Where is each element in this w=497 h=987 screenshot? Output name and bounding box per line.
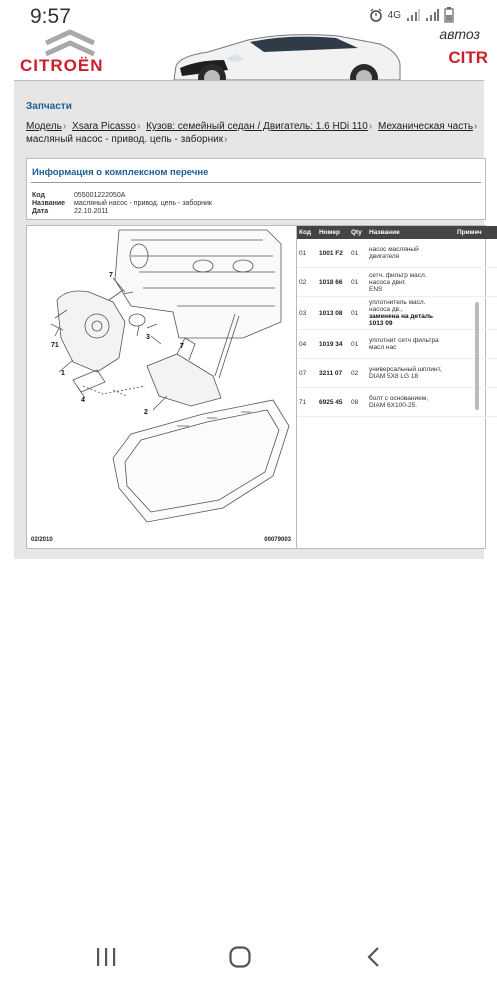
table-row[interactable] <box>297 330 497 359</box>
part-code: 71 <box>297 388 317 417</box>
part-name <box>367 239 455 268</box>
part-number[interactable]: 1001 F2 <box>317 239 349 268</box>
part-name-line: болт с основанием, <box>369 395 429 402</box>
part-qty: 01 <box>349 268 367 297</box>
callout-7: 7 <box>180 343 184 350</box>
diagram-number: 00079003 <box>264 537 291 543</box>
banner-tagline: автоз <box>439 26 480 42</box>
breadcrumb-separator: › <box>368 121 373 132</box>
callout-7: 7 <box>109 272 113 279</box>
part-qty: 01 <box>349 297 367 330</box>
callout-71: 71 <box>51 342 59 349</box>
signal-icon <box>425 8 439 22</box>
status-icons <box>369 7 454 23</box>
network-label: 4G <box>387 9 401 21</box>
part-note <box>455 239 497 268</box>
info-box <box>26 158 486 220</box>
recents-icon <box>95 947 117 967</box>
car-image <box>168 30 404 82</box>
part-note <box>455 268 497 297</box>
part-number[interactable]: 1019 34 <box>317 330 349 359</box>
info-key: Название <box>32 200 66 207</box>
parts-diagram[interactable] <box>26 225 297 549</box>
table-header-row <box>297 226 497 239</box>
breadcrumb-link-mechanical[interactable]: Механическая часть <box>378 121 474 132</box>
part-name-line: насос масляный <box>369 246 419 253</box>
citroen-logo[interactable] <box>20 30 120 80</box>
part-number[interactable]: 1018 66 <box>317 268 349 297</box>
status-time: 9:57 <box>30 5 71 28</box>
part-qty: 01 <box>349 330 367 359</box>
callout-1: 1 <box>61 370 65 377</box>
breadcrumb-link-body-engine[interactable]: Кузов: семейный седан / Двигатель: 1.6 HDi 110 <box>146 121 368 132</box>
brand-name: CITROËN <box>20 56 104 75</box>
part-qty: 02 <box>349 359 367 388</box>
column-header[interactable]: Примеч <box>455 226 497 239</box>
parts-table <box>297 226 497 417</box>
part-name <box>367 388 455 417</box>
replacement-part-number[interactable]: 1013 09 <box>369 320 393 327</box>
callout-4: 4 <box>81 397 85 404</box>
info-title: Информация о комплексном перечне <box>32 167 209 178</box>
breadcrumb-current: масляный насос - привод. цепь - заборник <box>26 134 224 145</box>
home-button[interactable] <box>220 941 260 973</box>
part-number[interactable]: 3211 07 <box>317 359 349 388</box>
column-header[interactable]: Номер <box>317 226 349 239</box>
part-name-line: универсальный шплинт, <box>369 366 442 373</box>
home-icon <box>228 945 252 969</box>
table-row[interactable] <box>297 268 497 297</box>
part-name-line: сетч. фильтр масл. <box>369 271 427 279</box>
part-code: 02 <box>297 268 317 297</box>
replacement-note: заменена на деталь <box>369 313 433 320</box>
column-header[interactable]: Название <box>367 226 455 239</box>
part-number[interactable]: 6925 45 <box>317 388 349 417</box>
info-row-name <box>32 200 212 207</box>
breadcrumb-separator: › <box>474 121 478 132</box>
table-row[interactable] <box>297 297 497 330</box>
diagram-date: 02/2010 <box>31 537 53 543</box>
catalog-page <box>14 80 484 559</box>
breadcrumb-link-vehicle[interactable]: Xsara Picasso <box>72 121 136 132</box>
info-row-code <box>32 192 125 199</box>
scrollbar-thumb[interactable] <box>475 302 479 410</box>
breadcrumb-link-model[interactable]: Модель <box>26 121 62 132</box>
site-banner <box>0 26 488 82</box>
part-name <box>367 359 455 388</box>
signal-icon <box>406 8 420 22</box>
info-key: Код <box>32 192 45 199</box>
part-number[interactable]: 1013 08 <box>317 297 349 330</box>
part-name <box>367 330 455 359</box>
breadcrumb-separator: › <box>224 134 228 145</box>
table-row[interactable] <box>297 359 497 388</box>
info-key: Дата <box>32 208 49 215</box>
part-name-line: двигателя <box>369 253 400 260</box>
part-qty: 08 <box>349 388 367 417</box>
recents-button[interactable] <box>86 941 126 973</box>
part-name-line: насоса дв., <box>369 306 403 313</box>
section-heading: Запчасти <box>26 101 72 112</box>
exploded-view-illustration <box>27 226 296 548</box>
info-value: 22.10.2011 <box>74 208 109 215</box>
part-code: 07 <box>297 359 317 388</box>
part-name-line: DIAM 6X100-25. <box>369 402 418 409</box>
breadcrumb-separator: › <box>62 121 67 132</box>
part-name-line: масл нас <box>369 344 397 351</box>
callout-3: 3 <box>146 334 150 341</box>
breadcrumb <box>26 120 486 146</box>
info-divider <box>31 182 481 183</box>
alarm-icon <box>369 8 383 22</box>
column-header[interactable]: Код <box>297 226 317 239</box>
info-row-date <box>32 208 109 215</box>
part-name-line: ENS <box>369 285 383 293</box>
breadcrumb-separator: › <box>136 121 141 132</box>
back-icon <box>366 946 382 968</box>
part-code: 03 <box>297 297 317 330</box>
part-code: 04 <box>297 330 317 359</box>
table-row[interactable] <box>297 239 497 268</box>
column-header[interactable]: Qty <box>349 226 367 239</box>
part-name-line: DIAM 5X8 LG 18 <box>369 373 419 380</box>
status-bar <box>0 0 480 32</box>
part-name <box>367 268 455 297</box>
battery-icon <box>444 7 454 23</box>
callout-2: 2 <box>144 409 148 416</box>
table-row[interactable] <box>297 388 497 417</box>
part-qty: 01 <box>349 239 367 268</box>
chevron-logo-icon <box>20 30 120 56</box>
part-name-line: уплотнит сетч фильтра <box>369 337 439 344</box>
info-value: масляный насос - привод. цепь - заборник <box>74 200 212 207</box>
part-name-line: насоса двиг. <box>369 278 407 286</box>
part-name-line: уплотнитель масл. <box>369 299 426 306</box>
part-code: 01 <box>297 239 317 268</box>
navigation-bar <box>0 927 480 987</box>
back-button[interactable] <box>354 941 394 973</box>
parts-list <box>296 225 486 549</box>
info-value: 055001222050A <box>74 192 126 199</box>
part-name <box>367 297 455 330</box>
brand-name-right[interactable]: CITR <box>448 48 488 67</box>
